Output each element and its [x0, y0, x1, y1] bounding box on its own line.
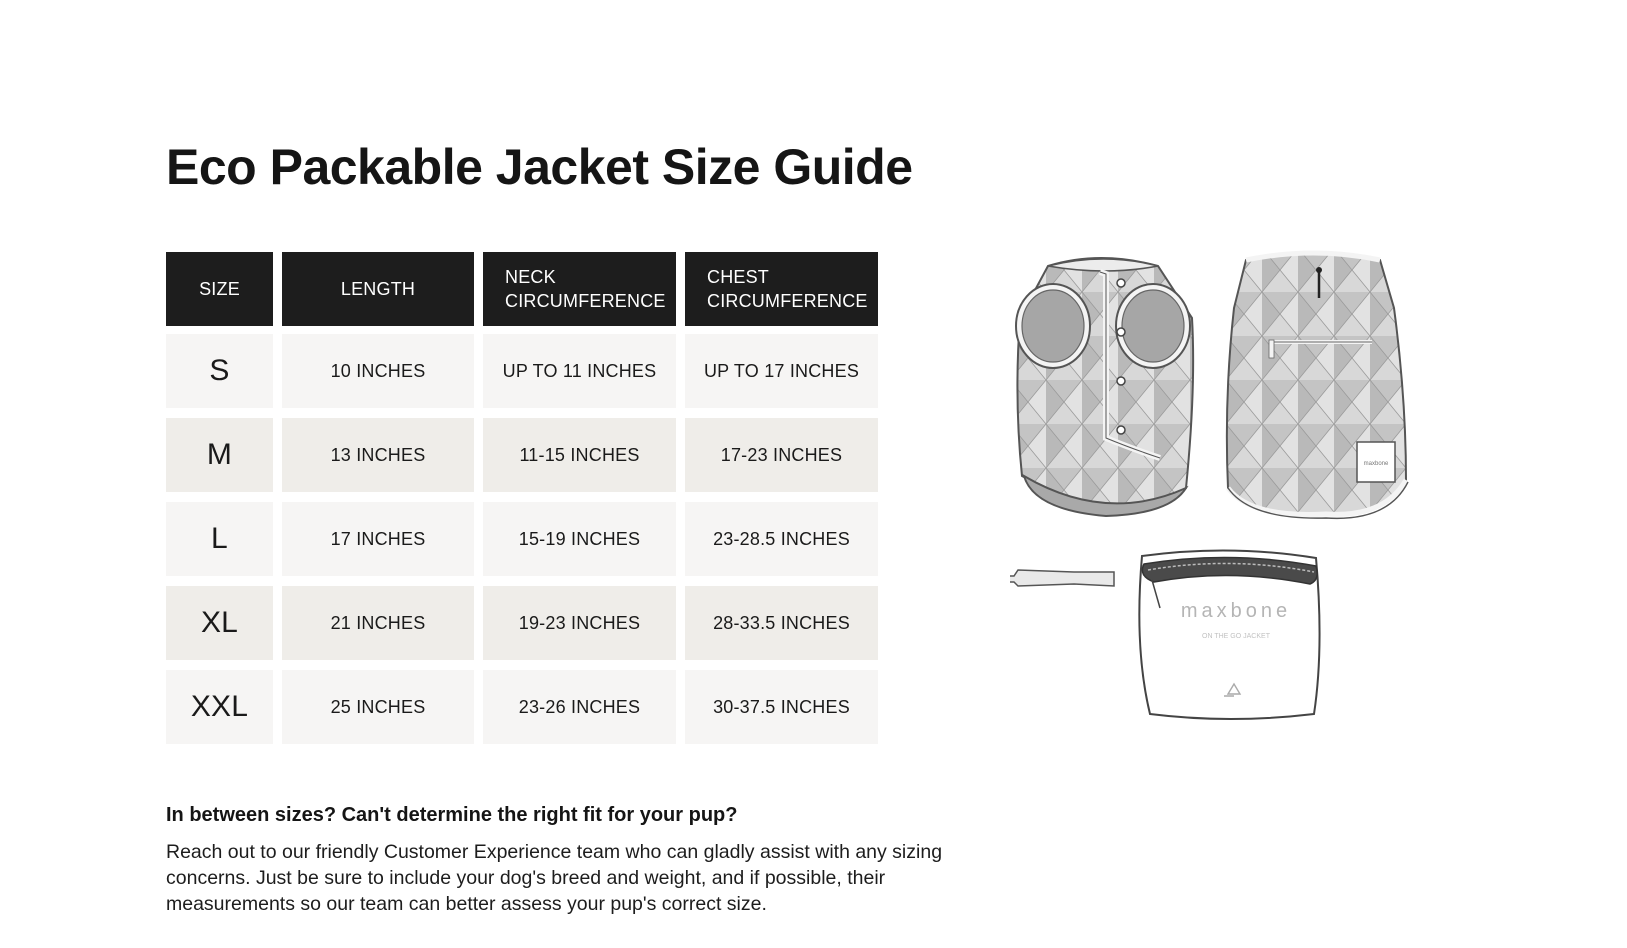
cell-length: 17 INCHES: [282, 502, 474, 576]
table-header-row: [166, 252, 880, 326]
pouch-subtext: ON THE GO JACKET: [1202, 633, 1270, 640]
cell-chest: 28-33.5 INCHES: [685, 586, 878, 660]
cell-chest: UP TO 17 INCHES: [685, 334, 878, 408]
header-neck: [483, 252, 676, 326]
back-label-text: maxbone: [1363, 461, 1389, 467]
header-size: SIZE: [166, 252, 273, 326]
cell-neck: 23-26 INCHES: [483, 670, 676, 744]
header-length: LENGTH: [282, 252, 474, 326]
packable-pouch-illustration: [1010, 550, 1320, 719]
table-row: [166, 670, 880, 744]
header-chest: [685, 252, 878, 326]
cell-chest: 23-28.5 INCHES: [685, 502, 878, 576]
cell-size: S: [166, 334, 273, 408]
cell-length: 21 INCHES: [282, 586, 474, 660]
product-illustrations: [1010, 248, 1460, 758]
cell-length: 13 INCHES: [282, 418, 474, 492]
header-neck-label: NECK CIRCUMFERENCE: [505, 267, 666, 311]
size-table: [166, 252, 880, 754]
cell-chest: 17-23 INCHES: [685, 418, 878, 492]
dog-jacket-front-illustration: [1016, 258, 1193, 516]
note-body: Reach out to our friendly Customer Experience team who can gladly assist with any sizing concerns. Just be sure to include your dog's breed and weight, and if possible, their measurements so our team can better assess your pup's correct size.: [166, 841, 943, 915]
cell-length: 25 INCHES: [282, 670, 474, 744]
cell-size: XXL: [166, 670, 273, 744]
note-heading: In between sizes? Can't determine the right fit for your pup?: [166, 804, 738, 826]
cell-size: XL: [166, 586, 273, 660]
cell-length: 10 INCHES: [282, 334, 474, 408]
cell-size: M: [166, 418, 273, 492]
page-title: Eco Packable Jacket Size Guide: [166, 139, 913, 195]
cell-neck: UP TO 11 INCHES: [483, 334, 676, 408]
table-row: [166, 502, 880, 576]
sizing-help-note: [166, 804, 966, 917]
table-row: [166, 418, 880, 492]
cell-chest: 30-37.5 INCHES: [685, 670, 878, 744]
pouch-brand-text: maxbone: [1180, 600, 1292, 622]
table-row: [166, 586, 880, 660]
table-row: [166, 334, 880, 408]
header-chest-label: CHEST CIRCUMFERENCE: [707, 267, 868, 311]
cell-size: L: [166, 502, 273, 576]
cell-neck: 15-19 INCHES: [483, 502, 676, 576]
dog-jacket-back-illustration: [1227, 253, 1408, 518]
cell-neck: 19-23 INCHES: [483, 586, 676, 660]
cell-neck: 11-15 INCHES: [483, 418, 676, 492]
